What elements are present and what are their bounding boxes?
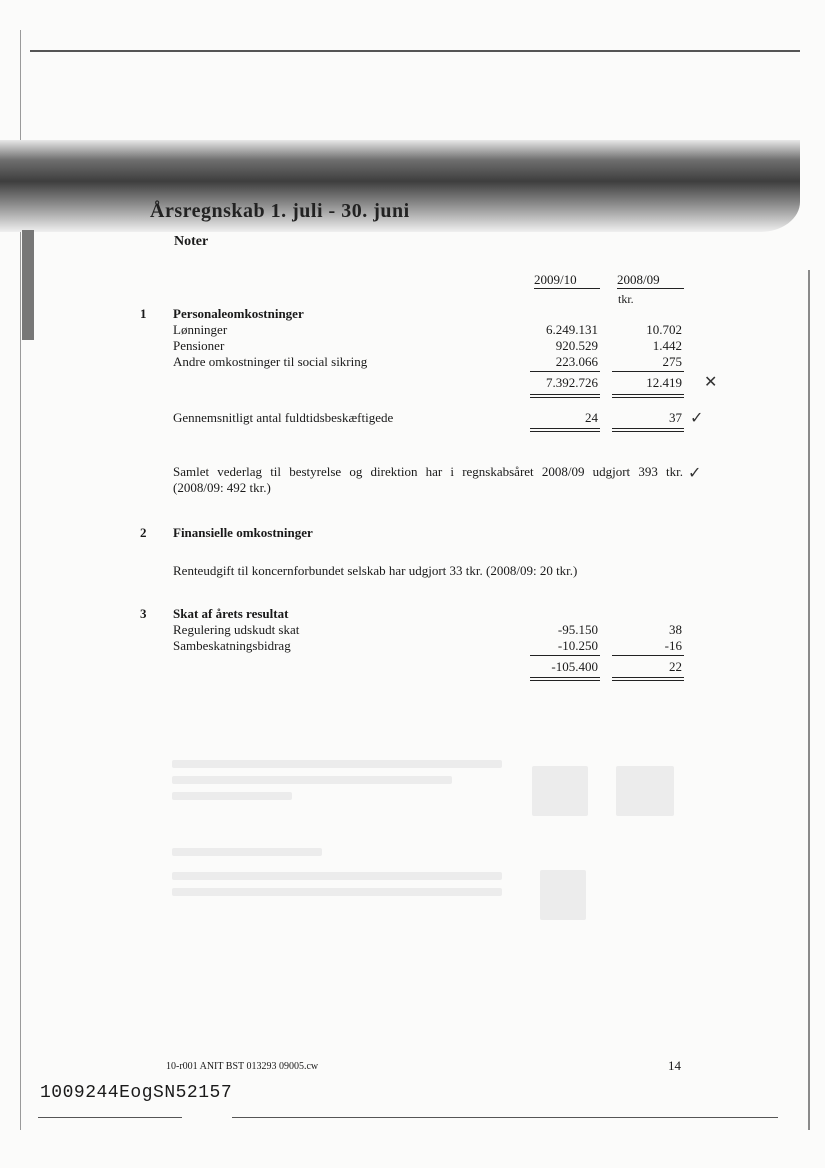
total-rule [612, 677, 684, 678]
bleed-through-block [532, 766, 588, 816]
note-number: 2 [140, 525, 147, 540]
value-current: 920.529 [555, 338, 598, 353]
bleed-through-line [172, 792, 292, 800]
bleed-through-line [172, 848, 322, 856]
value-prior: 10.702 [646, 322, 682, 337]
bottom-rule [232, 1117, 778, 1118]
remuneration-text-2: (2008/09: 492 tkr.) [173, 480, 271, 495]
document-id: 1009244EogSN52157 [40, 1083, 233, 1103]
total-prior: 22 [669, 659, 682, 674]
section-title: Noter [174, 234, 209, 249]
note-heading: Skat af årets resultat [173, 606, 289, 621]
note-heading: Finansielle omkostninger [173, 525, 313, 540]
row-label: Sambeskatningsbidrag [173, 638, 291, 653]
total-current: 7.392.726 [546, 375, 598, 390]
value-current: -95.150 [557, 622, 598, 637]
column-current: 2009/10 [534, 272, 600, 289]
bleed-through-line [172, 760, 502, 768]
check-mark-icon: ✓ [688, 463, 702, 482]
row-label: Lønninger [173, 322, 228, 337]
page-edge-right [808, 270, 810, 1130]
subtotal-rule [612, 655, 684, 656]
total-prior: 12.419 [646, 375, 682, 390]
column-unit: tkr. [618, 292, 634, 306]
total-rule [530, 680, 600, 681]
note-number: 3 [140, 606, 147, 621]
bleed-through-block [540, 870, 586, 920]
note-heading: Personaleomkostninger [173, 306, 304, 321]
side-tab [22, 230, 34, 340]
total-rule [530, 394, 600, 395]
total-rule [612, 431, 684, 432]
remuneration-text: Samlet vederlag til bestyrelse og direktion har i regnskabsåret 2008/09 udgjort 393 tkr. [173, 464, 683, 479]
bleed-through-line [172, 872, 502, 880]
document-reference: 10-r001 ANIT BST 013293 09005.cw [166, 1061, 319, 1072]
total-rule [612, 680, 684, 681]
employees-current: 24 [585, 410, 598, 425]
employees-prior: 37 [669, 410, 682, 425]
bottom-rule [38, 1117, 182, 1118]
row-label: Regulering udskudt skat [173, 622, 300, 637]
top-rule [30, 50, 800, 52]
total-rule [612, 394, 684, 395]
report-title: Årsregnskab 1. juli - 30. juni [150, 200, 410, 222]
subtotal-rule [530, 655, 600, 656]
bleed-through-block [616, 766, 674, 816]
page-number: 14 [668, 1058, 681, 1073]
value-current: 6.249.131 [546, 322, 598, 337]
subtotal-rule [612, 371, 684, 372]
total-rule [530, 677, 600, 678]
note-text: Renteudgift til koncernforbundet selskab har udgjort 33 tkr. (2008/09: 20 tkr.) [173, 563, 578, 578]
bleed-through-line [172, 888, 502, 896]
value-current: -10.250 [557, 638, 598, 653]
row-label: Andre omkostninger til social sikring [173, 354, 368, 369]
employees-label: Gennemsnitligt antal fuldtidsbeskæftigede [173, 410, 394, 425]
cross-mark-icon: ✕ [704, 372, 718, 391]
value-prior: 1.442 [652, 338, 682, 353]
total-current: -105.400 [551, 659, 598, 674]
bleed-through-line [172, 776, 452, 784]
value-prior: 38 [669, 622, 682, 637]
value-current: 223.066 [555, 354, 598, 369]
total-rule [530, 431, 600, 432]
check-mark-icon: ✓ [690, 408, 704, 427]
total-rule [612, 397, 684, 398]
value-prior: -16 [664, 638, 682, 653]
total-rule [530, 397, 600, 398]
total-rule [612, 428, 684, 429]
subtotal-rule [530, 371, 600, 372]
note-number: 1 [140, 306, 147, 321]
value-prior: 275 [662, 354, 682, 369]
total-rule [530, 428, 600, 429]
column-prior: 2008/09 [617, 272, 684, 289]
row-label: Pensioner [173, 338, 225, 353]
